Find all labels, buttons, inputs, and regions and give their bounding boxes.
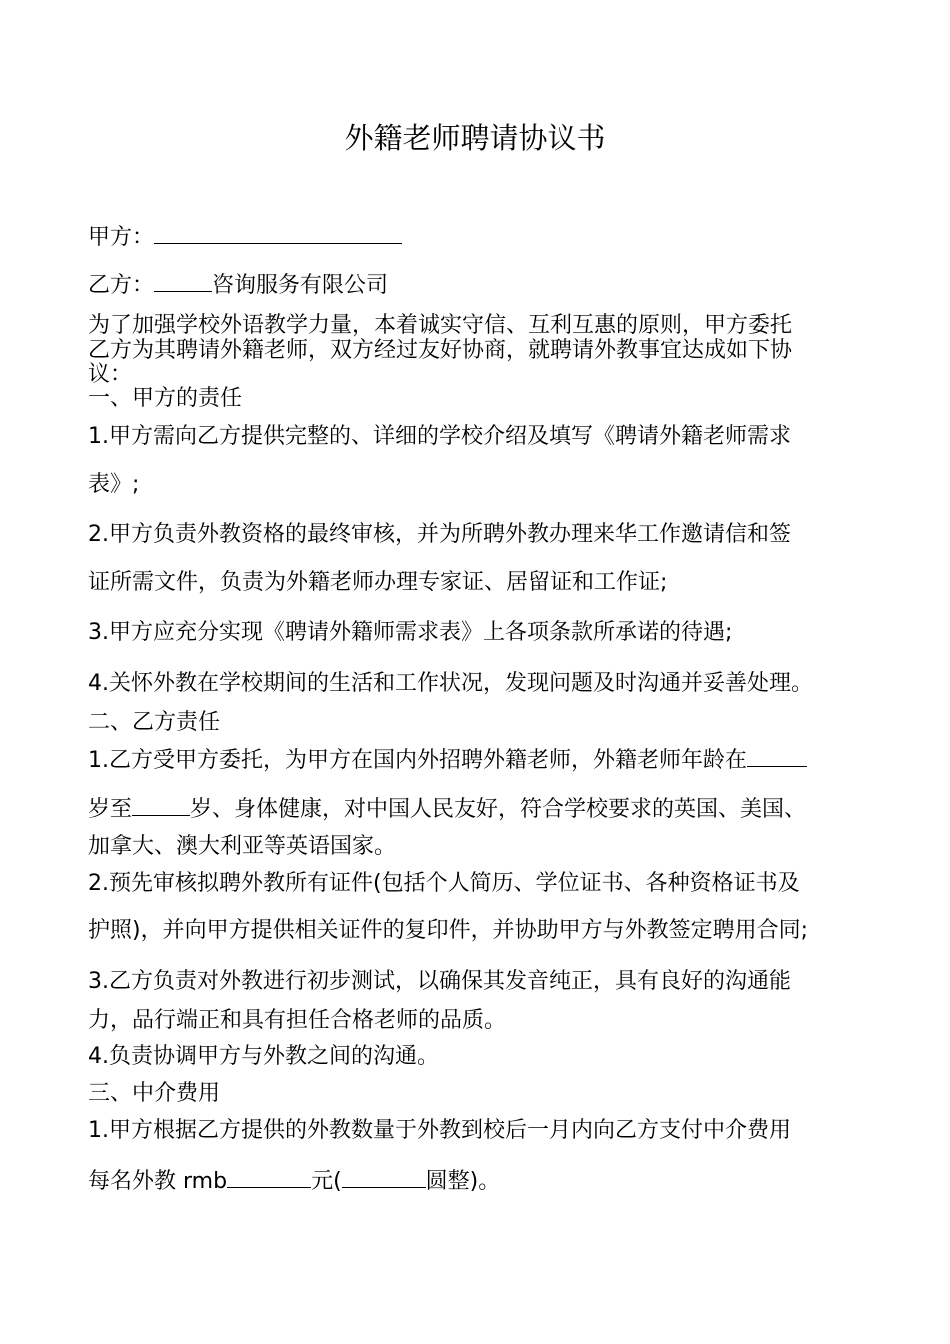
section-2-heading: 二、乙方责任: [88, 710, 221, 735]
s2-item-4: 4.负责协调甲方与外教之间的沟通。: [88, 1044, 439, 1069]
intro-line-2: 乙方为其聘请外籍老师，双方经过友好协商，就聘请外教事宜达成如下协: [88, 338, 793, 363]
document-title: 外籍老师聘请协议书: [344, 121, 606, 155]
party-b-label: 乙方：: [88, 273, 155, 298]
party-b-line: [88, 271, 868, 299]
party-b-blank: [154, 271, 212, 292]
section-3-heading: 三、中介费用: [88, 1081, 221, 1106]
fee-words-blank: [342, 1167, 426, 1188]
fee-unit-text: 元(: [311, 1169, 342, 1194]
s1-item-1-line-2: 表》;: [88, 472, 140, 497]
age-min-blank: [747, 746, 807, 767]
section-1-heading: 一、甲方的责任: [88, 386, 243, 411]
s3-item-1-line-1: 1.甲方根据乙方提供的外教数量于外教到校后一月内向乙方支付中介费用: [88, 1118, 791, 1143]
s3-item-1-line-2: [88, 1167, 868, 1195]
age-max-blank: [132, 795, 190, 816]
s2-item-3-line-1: 3.乙方负责对外教进行初步测试，以确保其发音纯正，具有良好的沟通能: [88, 969, 791, 994]
fee-suffix-text: 圆整)。: [425, 1169, 501, 1194]
fee-prefix-text: 每名外教 rmb: [88, 1169, 228, 1194]
party-b-company: 咨询服务有限公司: [212, 273, 389, 298]
age-range-from-text: 岁至: [88, 797, 133, 822]
intro-line-1: 为了加强学校外语教学力量，本着诚实守信、互利互惠的原则，甲方委托: [88, 313, 793, 338]
s1-item-4: 4.关怀外教在学校期间的生活和工作状况，发现问题及时沟通并妥善处理。: [88, 671, 813, 696]
s2-item-2-line-2: 护照)，并向甲方提供相关证件的复印件，并协助甲方与外教签定聘用合同;: [88, 918, 808, 943]
s1-item-1-line-1: 1.甲方需向乙方提供完整的、详细的学校介绍及填写《聘请外籍老师需求: [88, 424, 791, 449]
s2-item-2-line-1: 2.预先审核拟聘外教所有证件(包括个人简历、学位证书、各种资格证书及: [88, 871, 800, 896]
s1-item-2-line-2: 证所需文件，负责为外籍老师办理专家证、居留证和工作证;: [88, 570, 668, 595]
party-a-blank: [154, 223, 402, 244]
fee-amount-blank: [227, 1167, 311, 1188]
s1-item-3: 3.甲方应充分实现《聘请外籍师需求表》上各项条款所承诺的待遇;: [88, 620, 733, 645]
party-a-label: 甲方：: [88, 225, 155, 250]
s2-item-3-line-2: 力，品行端正和具有担任合格老师的品质。: [88, 1008, 507, 1033]
s1-item-2-line-1: 2.甲方负责外教资格的最终审核，并为所聘外教办理来华工作邀请信和签: [88, 522, 791, 547]
s2-item-1-line-1: [88, 746, 868, 774]
intro-line-3: 议：: [88, 362, 133, 387]
s2-item-1-line-2: [88, 795, 868, 823]
age-range-rest-text: 岁、身体健康，对中国人民友好，符合学校要求的英国、美国、: [190, 797, 807, 822]
party-a-line: [88, 223, 868, 251]
s2-item-1-line-3: 加拿大、澳大利亚等英语国家。: [88, 834, 397, 859]
s2-item-1-text: 1.乙方受甲方委托，为甲方在国内外招聘外籍老师，外籍老师年龄在: [88, 748, 747, 773]
